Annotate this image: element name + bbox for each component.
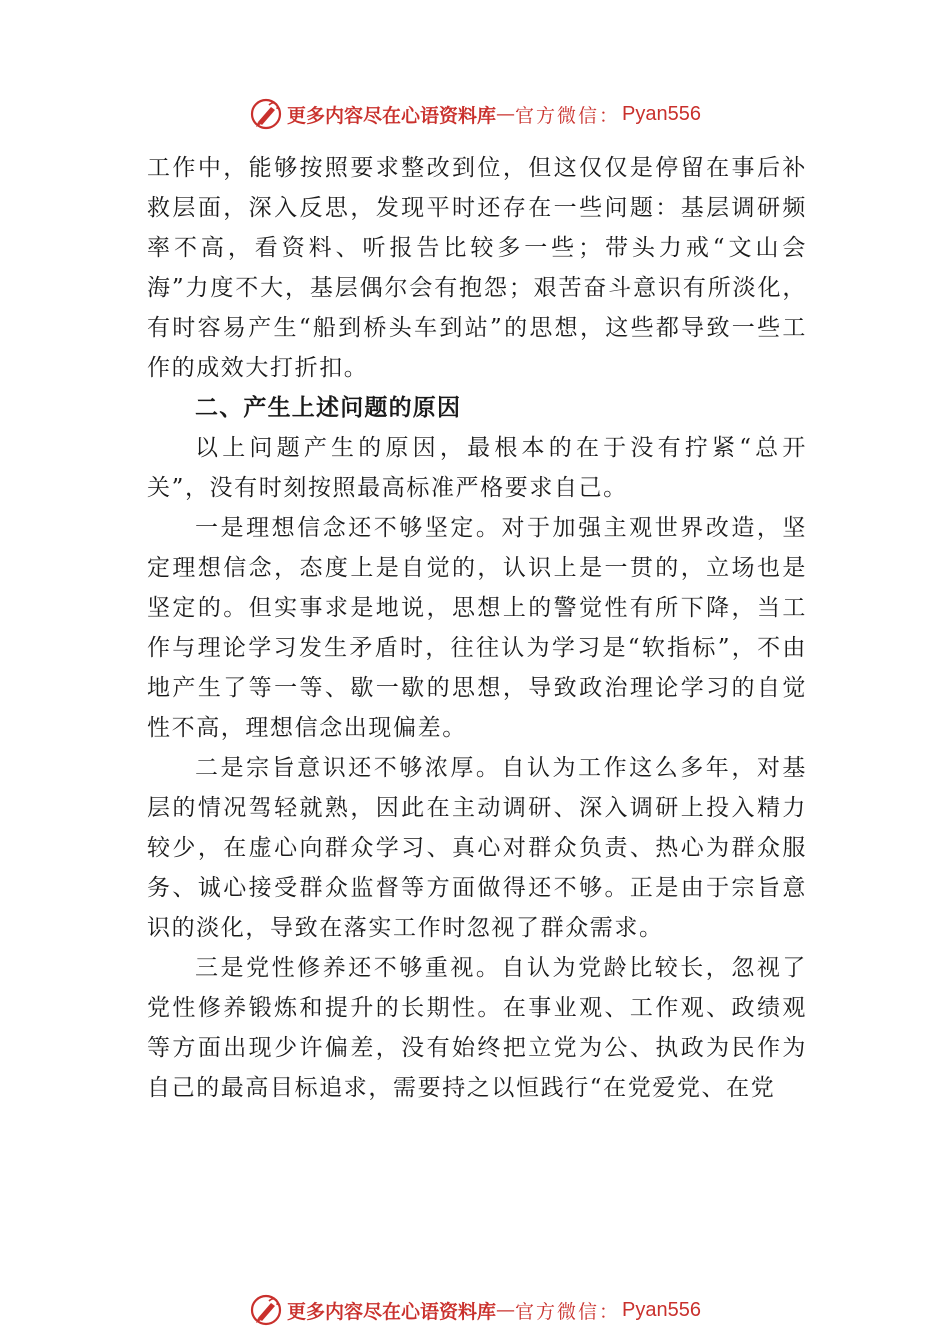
paragraph-4: 二是宗旨意识还不够浓厚。自认为工作这么多年，对基层的情况驾轻就熟，因此在主动调研、深入调研上投入精力较少，在虚心向群众学习、真心对群众负责、热心为群众服务、诚心接受群众监督等方面做得还不够。正是由于宗旨意识的淡化，导致在落实工作时忽视了群众需求。 — [147, 755, 807, 941]
paragraph-3: 一是理想信念还不够坚定。对于加强主观世界改造，坚定理想信念，态度上是自觉的，认识上是一贯的，立场也是坚定的。但实事求是地说，思想上的警觉性有所下降，当工作与理论学习发生矛盾时，往往认为学习是“软指标”，不由地产生了等一等、歇一歇的思想，导致政治理论学习的自觉性不高，理想信念出现偏差。 — [147, 515, 807, 741]
footer-dash: — — [496, 1299, 516, 1321]
paragraph-2: 以上问题产生的原因，最根本的在于没有拧紧“总开关”，没有时刻按照最高标准严格要求自己。 — [147, 435, 807, 501]
pen-logo-icon — [249, 97, 283, 131]
pen-logo-icon — [249, 1293, 283, 1327]
footer-wechat-label: 官方微信： — [515, 1300, 621, 1323]
paragraph-1: 工作中，能够按照要求整改到位，但这仅仅是停留在事后补救层面，深入反思，发现平时还存在一些问题：基层调研频率不高，看资料、听报告比较多一些；带头力戒“文山会海”力度不大，基层偶尔会有抱怨；艰苦奋斗意识有所淡化，有时容易产生“船到桥头车到站”的思想，这些都导致一些工作的成效大打折扣。 — [147, 155, 807, 381]
header-title: 更多内容尽在心语资料库 — [287, 104, 497, 127]
section-heading-2: 二、产生上述问题的原因 — [195, 395, 462, 421]
document-body — [147, 148, 807, 1108]
footer-title: 更多内容尽在心语资料库 — [287, 1300, 497, 1323]
header-wechat-label: 官方微信： — [515, 104, 621, 127]
paragraph-5: 三是党性修养还不够重视。自认为党龄比较长，忽视了党性修养锻炼和提升的长期性。在事业观、工作观、政绩观等方面出现少许偏差，没有始终把立党为公、执政为民作为自己的最高目标追求，需要持之以恒践行“在党爱党、在党 — [147, 955, 807, 1101]
header-wechat-id: Pyan556 — [622, 102, 701, 125]
footer-banner — [0, 1290, 950, 1330]
footer-wechat-id: Pyan556 — [622, 1298, 701, 1321]
header-banner — [0, 94, 950, 134]
header-dash: — — [496, 103, 516, 125]
